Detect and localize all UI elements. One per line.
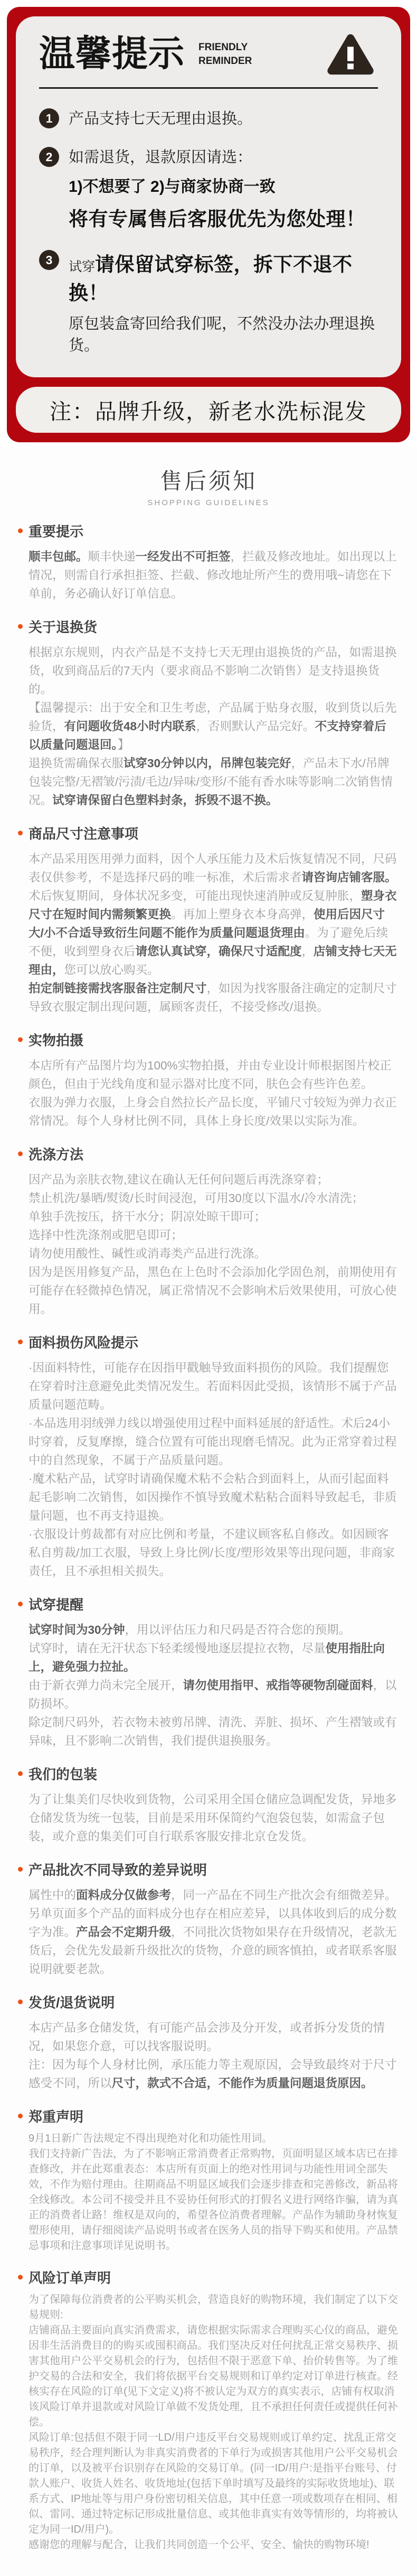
guidelines-sections [18,521,399,2553]
paragraph-segment: 术后恢复期间，身体状况多变，可能出现快速消肿或反复肿胀， [29,889,362,903]
point-number-badge: 3 [39,250,59,270]
section-paragraph [29,1244,398,1263]
paragraph-segment: 退换货需确保衣服 [29,757,124,770]
section-heading: 洗涤方法 [29,1147,84,1163]
paragraph-segment: 试穿时间为30分钟 [29,1623,125,1636]
reminder-subtitle-line2: REMINDER [198,55,252,67]
title-divider [39,87,378,89]
paragraph-segment: 顺丰包邮。 [29,550,88,563]
reminder-banner [7,7,410,442]
section-body [18,1056,399,1130]
paragraph-segment: 本店所有产品图片均为100%实物拍摄，并由专业设计师根据图片校正颜色，但由于光线角度和显示器对比度不同，肤色会有些许色差。 [29,1059,392,1091]
paragraph-segment: 拍定制链接需找客服备注定制尺寸 [29,982,207,995]
section-heading-row [18,1030,399,1049]
guideline-section [18,1332,399,1580]
paragraph-segment: ，用以评估压力和尺码是否符合您的预期。 [125,1623,351,1636]
bullet-dot-icon [18,528,23,533]
paragraph-segment: 本产品采用医用弹力面料，因个人承压能力及术后恢复情况不同，尺码表仅供参考，不是选择尺码的唯一标准，术后需求者 [29,852,397,884]
section-body [18,2019,399,2093]
warning-triangle-icon [326,33,375,76]
paragraph-segment: 禁止机洗/暴晒/熨烫/长时间浸泡，可用30度以下温水/冷水清洗； [29,1192,364,1205]
section-paragraph [29,2146,398,2254]
section-paragraph [29,2430,398,2537]
section-heading-row [18,1859,399,1879]
paragraph-segment: 感谢您的理解与配合，让我们共同创造一个公平、安全、愉快的购物环境! [29,2539,369,2551]
guideline-section [18,1594,399,1750]
paragraph-segment: 。为了避免后续不便，收到塑身衣后 [29,926,388,958]
bullet-dot-icon [18,1867,23,1872]
paragraph-segment: 】 [117,738,130,751]
guideline-section [18,1764,399,1846]
section-heading-row [18,617,399,636]
paragraph-segment: 塑身衣尺寸在短时间内需频繁更换 [29,889,397,921]
point-line [69,248,378,305]
section-paragraph [29,2056,398,2093]
paragraph-segment: ，如因为找客服备注确定的定制尺寸导致衣服定制出现问题，属顾客责任，不接受修改/退换。 [29,982,397,1013]
bullet-dot-icon [18,2000,23,2004]
paragraph-segment: 。再加上塑身衣本身高弹， [171,908,314,921]
section-paragraph [29,1414,398,1470]
paragraph-segment: 使用后因尺寸大/小不合适导致衍生问题不能作为质量问题退货理由 [29,908,385,940]
section-paragraph [29,1056,398,1093]
section-heading-row [18,1764,399,1783]
reminder-card [16,16,401,377]
brand-upgrade-note: 注：品牌升级，新老水洗标混发 [16,387,401,433]
guidelines-title: 售后须知 [159,469,257,494]
section-heading-row [18,2106,399,2126]
point-text [69,145,366,231]
paragraph-segment: 有问题收货48小时内联系 [64,720,196,733]
section-paragraph [29,699,398,754]
paragraph-segment: 店铺商品主要面向真实消费需求，请您根据实际需求合理购买心仪的商品，避免因非生活消费目的的购买或囤积商品。我们坚决反对任何扰乱正常交易秩序、损害其他用户公平交易机会的行为，包括但不限于恶意下单、抬价转售等。为了维护交易的合法和安全，我们将依据平台交易规则和订单约定对订单进行核查。经核实存在风险的订单(见下文定义)将不被认定为双方的真实表示，店铺有权取消该风险订单并退款或对风险订单做不发货处理，且不承担任何责任或提供任何补偿。 [29,2324,398,2428]
section-paragraph [29,1189,398,1207]
section-paragraph [29,1470,398,1525]
section-heading: 重要提示 [29,524,84,540]
section-body [18,1170,399,1318]
paragraph-segment: 产品会不定期升级 [76,1926,172,1939]
bullet-dot-icon [18,1771,23,1776]
section-paragraph [29,1886,398,1978]
paragraph-segment: 【温馨提示：出于安全和卫生考虑，产品属于贴身衣服，收到货以后先验货， [29,701,397,733]
section-heading-row [18,1144,399,1164]
paragraph-segment: ·本品选用羽绒弹力线以增强使用过程中面料延展的舒适性。术后24小时穿着，反复摩擦，缝合位置有可能出现磨毛情况。此为正常穿着过程中的自然现象，不属于产品质量问题。 [29,1417,397,1467]
section-paragraph [29,887,398,979]
point-line [69,107,252,128]
section-paragraph [29,1676,398,1713]
paragraph-segment: 面料成分仅做参考 [76,1889,172,1902]
paragraph-segment: 除定制尺码外，若衣物未被剪吊牌、清洗、弄脏、损坏、产生褶皱或有异味，且不影响二次销售，我们提供退换服务。 [29,1716,397,1747]
section-paragraph [29,850,398,887]
section-paragraph [29,547,398,603]
section-paragraph [29,1226,398,1244]
section-heading-row [18,823,399,843]
bullet-dot-icon [18,1037,23,1042]
reminder-subtitle-line1: FRIENDLY [198,42,248,53]
section-heading: 试穿提醒 [29,1597,84,1613]
section-body [18,1790,399,1846]
section-heading-row [18,1594,399,1614]
bullet-dot-icon [18,2114,23,2118]
reminder-point [39,248,378,355]
section-heading: 产品批次不同导致的差异说明 [29,1862,207,1878]
section-body [18,1886,399,1978]
section-paragraph [29,754,398,810]
guideline-section [18,1859,399,1978]
guideline-section [18,1144,399,1318]
point-text-segment: 原包装盒寄回给我们呢，不然没办法办理退换货。 [69,315,375,354]
section-paragraph [29,1639,398,1676]
guideline-section [18,617,399,810]
section-body [18,643,399,810]
reminder-point [39,107,378,128]
guideline-section [18,823,399,1016]
paragraph-segment: ， [301,945,314,958]
paragraph-segment: 顺丰快递 [88,550,136,563]
section-body [18,1359,399,1580]
paragraph-segment: 试穿时，请在无汗状态下轻柔缓慢地逐层提拉衣物，尽量 [29,1642,326,1655]
section-heading: 面料损伤风险提示 [29,1335,139,1351]
section-heading: 我们的包装 [29,1766,98,1782]
point-number-badge: 1 [39,108,59,128]
reminder-subtitle [198,41,326,68]
section-heading: 郑重声明 [29,2109,84,2125]
point-text-segment: 产品支持七天无理由退换。 [69,110,253,127]
point-text-segment: 如需退货，退款原因请选： [69,149,253,166]
point-text [69,248,378,355]
reminder-title-row [39,33,378,76]
bullet-dot-icon [18,2275,23,2280]
section-paragraph [29,643,398,699]
paragraph-segment: 试穿请保留白色塑料封条，拆毁不退不换。 [52,794,278,807]
paragraph-segment: 我们支持新广告法，为了不影响正常消费者正常购物，页面明显区域本店已在排查修改，并在此郑重表态：本店所有页面上的绝对性用词与功能性用词全部失效，不作为赔付理由。往期商品不明显区域我们会逐步排查和完善修改，新品将全线修改。本公司不接受并且不妥协任何形式的打假名义进行网络诈骗，请为真正的消费者让路！维权是双向的，希望各位消费者理解。产品作为辅助身材恢复塑形使用，请仔细阅读产品说明书或者在医务人员的指导下购买和使用。产品禁忌事项和注意事项详见说明书。 [29,2148,398,2252]
reminder-point [39,145,378,231]
section-paragraph [29,2019,398,2056]
paragraph-segment: ，拦截及修改地址。如出现以上情况，则需自行承担拒签、拦截、修改地址所产生的费用哦~请您在下单前，务必确认好订单信息。 [29,550,397,600]
paragraph-segment: 9月1日新广告法规定不得出现绝对化和功能性用词。 [29,2133,273,2144]
paragraph-segment: 为了保障每位消费者的公平购买机会，营造良好的购物环境，我们制定了以下交易规则: [29,2294,398,2321]
guideline-section [18,2267,399,2553]
section-body [18,547,399,603]
paragraph-segment: 根据京东规则，内衣产品是不支持七天无理由退换货的产品，如需退换货，收到商品后的7天内（要求商品不影响二次销售）是支持退换货的。 [29,646,397,696]
paragraph-segment: 请您认真试穿，确保尺寸适配度 [135,945,302,958]
point-text-segment: 请保留试穿标签，拆下不退不换！ [69,254,353,304]
paragraph-segment: 因产品为亲肤衣物,建议在确认无任何问题后再洗涤穿着； [29,1173,329,1186]
paragraph-segment: ，以防损坏。 [29,1679,397,1710]
section-paragraph [29,1525,398,1580]
section-paragraph [29,1207,398,1226]
section-paragraph [29,1713,398,1750]
section-heading-row [18,1332,399,1352]
paragraph-segment: 尺寸，款式不合适，不能作为质量问题退货原因。 [111,2077,373,2090]
paragraph-segment: 衣服为弹力衣服，上身会自然拉长产品长度，平铺尺寸较短为弹力衣正常情况。每个人身材比例不同，具体上身长度/效果以实际为准。 [29,1096,397,1128]
point-line [69,173,366,197]
section-paragraph [29,1790,398,1846]
bullet-dot-icon [18,1151,23,1156]
paragraph-segment: 由于新衣弹力尚未完全展开， [29,1679,183,1692]
paragraph-segment: 您可以放心购买。 [64,963,159,977]
paragraph-segment: ，不同批次货物如果存在升级情况，老款无货后，会优先发最新升级批次的货物，介意的顾客慎拍，或者联系客服说明就要老款。 [29,1926,397,1976]
paragraph-segment: 因为是医用修复产品，黑色在上色时不会添加化学固色剂，前期使用有可能存在轻微掉色情况，属正常情况不会影响术后效果使用，可放心使用。 [29,1266,397,1316]
paragraph-segment: ，否则默认产品完好。 [196,720,315,733]
paragraph-segment: 单独手洗按压，挤干水分；阴凉处晾干即可； [29,1210,267,1223]
point-text-segment: 1)不想要了 2)与商家协商一致 [69,178,276,196]
point-text-segment: 试穿 [69,259,96,274]
paragraph-segment: 属性中的 [29,1889,77,1902]
paragraph-segment: 店铺支持七天无理由， [29,945,397,977]
point-line [69,203,366,231]
section-body [18,850,399,1016]
section-paragraph [29,2323,398,2430]
guideline-section [18,521,399,603]
section-body [18,2292,399,2553]
bullet-dot-icon [18,1340,23,1344]
section-paragraph [29,1359,398,1414]
paragraph-segment: ·因面料特性，可能存在因指甲戳触导致面料损伤的风险。我们提醒您在穿着时注意避免此类情况发生。若面料因此受损，该情形不属于产品质量问题范畴。 [29,1361,397,1411]
section-paragraph [29,2537,398,2553]
guideline-section [18,1992,399,2093]
section-heading: 发货/退货说明 [29,1995,115,2011]
point-number-badge: 2 [39,147,59,167]
paragraph-segment: 注：因为每个人身材比例，承压能力等主观原因，会导致最终对于尺寸感受不同，所以 [29,2058,397,2090]
paragraph-segment: 为了让集美们尽快收到货物，公司采用全国仓储应急调配发货，异地多仓储发货为统一包装，目前是采用环保简约气泡袋包装，如需盒子包装，或介意的集美们可自行联系客服安排北京仓发货。 [29,1793,397,1843]
section-body [18,2131,399,2254]
paragraph-segment: ·魔术粘产品，试穿时请确保魔术粘不会粘合到面料上，从而引起面料起毛影响二次销售，如因操作不慎导致魔术粘粘合面料导致起毛，非质量问题，也不再支持退换。 [29,1472,397,1522]
section-heading-row [18,1992,399,2012]
section-body [18,1621,399,1750]
section-paragraph [29,1621,398,1639]
bullet-dot-icon [18,831,23,835]
paragraph-segment: 使用指肚向上，避免强力拉扯。 [29,1642,385,1673]
guidelines-subtitle: SHOPPING GUIDELINES [147,498,270,507]
section-paragraph [29,2292,398,2323]
section-heading: 实物拍摄 [29,1033,84,1048]
guideline-section [18,1030,399,1130]
paragraph-segment: 一经发出不可拒签 [135,550,231,563]
paragraph-segment: 请咨询店铺客服。 [301,871,397,884]
paragraph-segment: 风险订单:包括但不限于同一LD/用户违反平台交易规则或订单约定、扰乱正常交易秩序，经合理判断认为非真实消费者的下单行为或损害其他用户公平交易机会的订单，以及被平台识别存在风险的交易订单。(同一ID/用户:是指平台账号、付款人账户、收货人姓名、收货地址(包括下单时填写及最终的实际收货地址)、联系方式、IP地址等与用户身份密切相关信息，其中任意一项或数项存在相同、相似、雷同、通过特定标记形成批量信息、或其他非真实有效等情形的，均将被认定为同一ID/用户)。 [29,2432,398,2535]
paragraph-segment: 请勿使用指甲、戒指等硬物刮碰面料 [183,1679,373,1692]
after-sales-guidelines [0,449,417,2576]
section-paragraph [29,1170,398,1189]
paragraph-segment: ，产品未下水/吊牌包装完整/无褶皱/污渍/毛边/异味/变形/不能有香水味等影响二次销售情况。 [29,757,393,807]
section-heading: 风险订单声明 [29,2270,111,2286]
section-paragraph [29,2131,398,2146]
paragraph-segment: 本店产品多仓储发货，有可能产品会涉及分开发，或者拆分发货的情况，如果您介意，可以找客服说明。 [29,2021,385,2053]
paragraph-segment: ·衣服设计剪裁都有对应比例和考量，不建议顾客私自修改。如因顾客私自剪裁/加工衣服，导致上身比例/长度/塑形效果等出现问题，非商家责任，且不承担相关损失。 [29,1528,395,1578]
bullet-dot-icon [18,1602,23,1606]
section-heading: 商品尺寸注意事项 [29,826,139,842]
paragraph-segment: 请勿使用酸性、碱性或消毒类产品进行洗涤。 [29,1247,267,1260]
paragraph-segment: 不支持穿着后以质量问题退回。 [29,720,386,751]
section-paragraph [29,1093,398,1130]
section-paragraph [29,979,398,1016]
section-heading-row [18,521,399,541]
section-heading-row [18,2267,399,2287]
paragraph-segment: 选择中性洗涤剂或肥皂即可； [29,1229,183,1242]
section-heading: 关于退换货 [29,619,98,635]
point-text-segment: 将有专属售后客服优先为您处理！ [69,208,366,230]
point-line [69,145,366,167]
section-paragraph [29,1263,398,1318]
bullet-dot-icon [18,624,23,629]
reminder-title: 温馨提示 [39,34,185,75]
guideline-section [18,2106,399,2254]
point-text [69,107,252,128]
paragraph-segment: 试穿30分钟以内，吊牌包装完好 [124,757,291,770]
point-line [69,312,378,355]
paragraph-segment: ，同一产品在不同生产批次会有细微差异。另单页面多个产品的面料成分也存在相应差异，以具体收到后的成分数字为准。 [29,1889,397,1939]
reminder-points [39,107,378,355]
